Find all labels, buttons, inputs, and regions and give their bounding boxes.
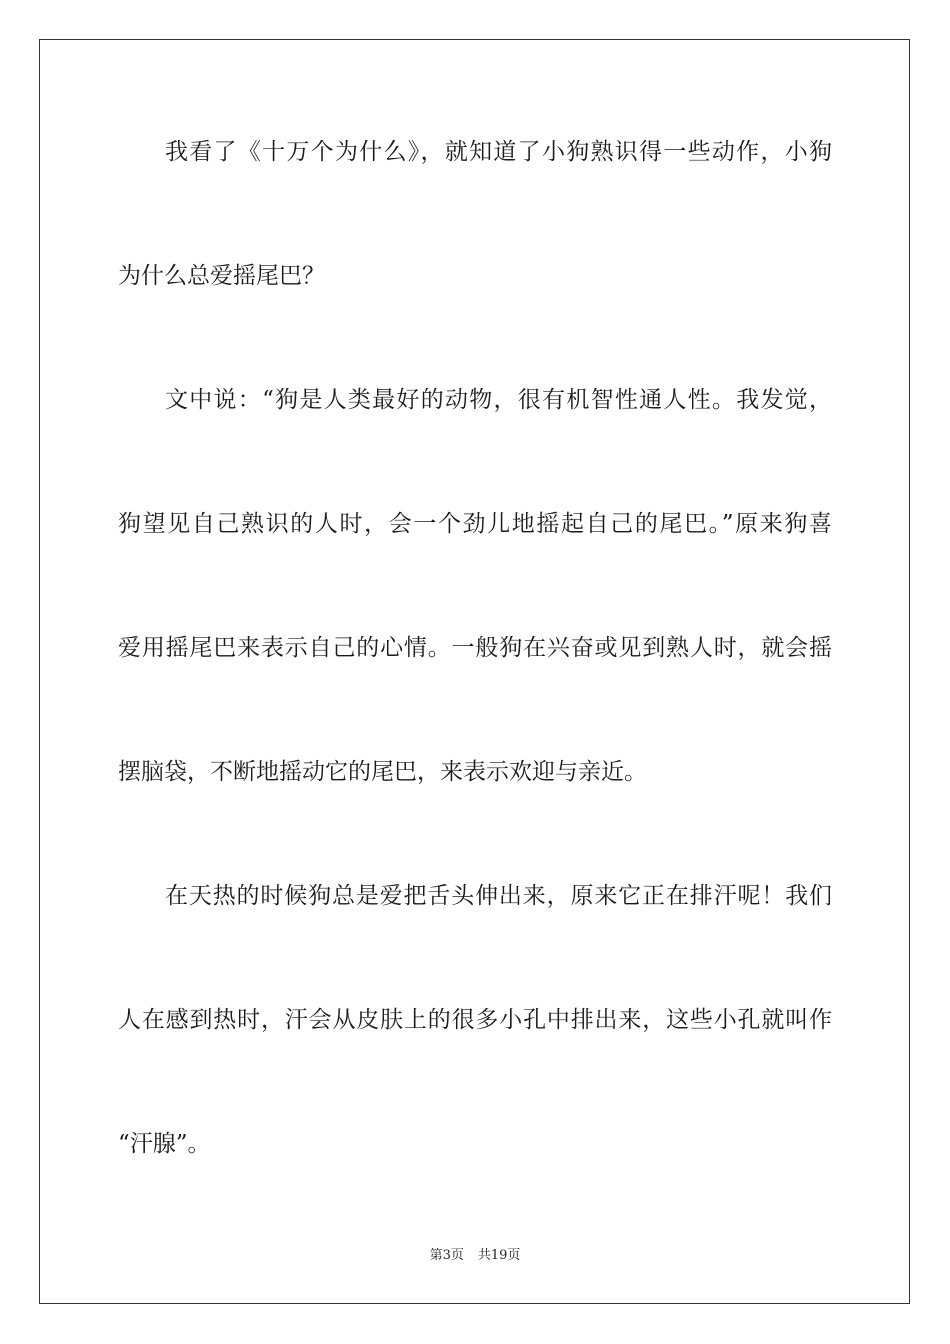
page-footer	[0, 1248, 950, 1264]
page-number: 第3页	[429, 1248, 464, 1263]
paragraph-2-line-4: 摆脑袋，不断地摇动它的尾巴，来表示欢迎与亲近。	[118, 759, 647, 785]
paragraph-3-line-2: 人在感到热时，汗会从皮肤上的很多小孔中排出来，这些小孔就叫作	[118, 1007, 832, 1033]
page-border	[39, 39, 910, 1304]
paragraph-2-line-2: 狗望见自己熟识的人时，会一个劲儿地摇起自己的尾巴。”原来狗喜	[118, 511, 832, 537]
paragraph-1-line-1: 我看了《十万个为什么》，就知道了小狗熟识得一些动作，小狗	[165, 139, 832, 165]
page-total: 共19页	[477, 1248, 521, 1263]
paragraph-1-line-2: 为什么总爱摇尾巴？	[118, 263, 325, 289]
paragraph-3-line-3: “汗腺”。	[118, 1131, 211, 1157]
paragraph-2-line-1: 文中说：“狗是人类最好的动物，很有机智性通人性。我发觉，	[165, 387, 832, 413]
paragraph-2-line-3: 爱用摇尾巴来表示自己的心情。一般狗在兴奋或见到熟人时，就会摇	[118, 635, 832, 661]
paragraph-3-line-1: 在天热的时候狗总是爱把舌头伸出来，原来它正在排汗呢！我们	[165, 883, 832, 909]
